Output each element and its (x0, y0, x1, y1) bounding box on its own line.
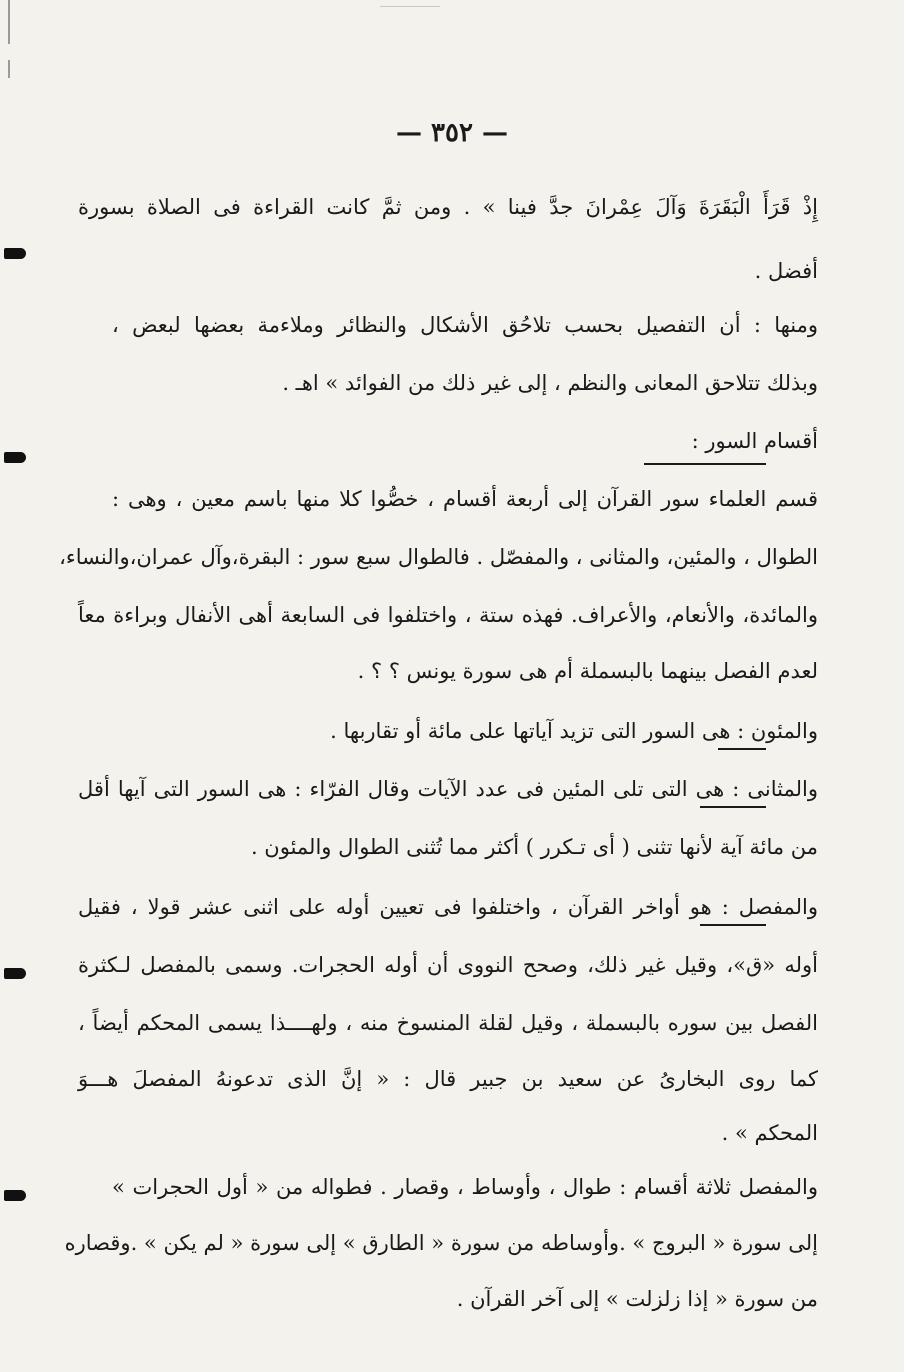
text-line: من سورة « إذا زلزلت » إلى آخر القرآن . (456, 1287, 818, 1311)
text-line: أوله «ق»، وقيل غير ذلك، وصحح النووى أن أوله الحجرات. وسمى بالمفصل لـكثرة (78, 953, 818, 977)
text-line: كما روى البخارىُ عن سعيد بن جبير قال : « إنَّ الذى تدعونهُ المفصلَ هـــوَ (78, 1067, 818, 1091)
text-line: والمثانى : هى التى تلى المئين فى عدد الآيات وقال الفرّاء : هى السور التى آيها أقل (78, 777, 818, 801)
heading-underline (644, 463, 766, 465)
term-underline (700, 924, 766, 926)
page-number: — ٣٥٢ — (395, 118, 509, 148)
text-line: من مائة آية لأنها تثنى ( أى تـكرر ) أكثر مما تُثنى الطوال والمئون . (250, 835, 818, 859)
page-edge-line (8, 60, 10, 78)
text-line: والمائدة، والأنعام، والأعراف. فهذه ستة ، واختلفوا فى السابعة أهى الأنفال وبراءة معاً (78, 603, 818, 627)
page-edge-line (8, 0, 10, 44)
text-line: لعدم الفصل بينهما بالبسملة أم هى سورة يونس ؟ ؟ . (357, 659, 818, 683)
text-line: الفصل بين سوره بالبسملة ، وقيل لقلة المنسوخ منه ، ولهــــذا يسمى المحكم أيضاً ، (78, 1011, 818, 1035)
term-underline (700, 806, 766, 808)
margin-tab (4, 968, 26, 979)
text-line: الطوال ، والمئين، والمثانى ، والمفصّل . فالطوال سبع سور : البقرة،وآل عمران،والنساء، (59, 545, 818, 569)
margin-tab (4, 248, 26, 259)
text-line: إلى سورة « البروج » .وأوساطه من سورة « الطارق » إلى سورة « لم يكن » .وقصاره (64, 1231, 818, 1255)
text-line: والمفصل : هو أواخر القرآن ، واختلفوا فى تعيين أوله على اثنى عشر قولا ، فقيل (78, 895, 818, 919)
text-line: أفضل . (754, 259, 818, 283)
section-heading: أقسام السور : (691, 429, 818, 453)
term-underline (718, 748, 766, 750)
text-line: إِذْ قَرَأَ الْبَقَرَةَ وَآلَ عِمْرانَ جدَّ فينا » . ومن ثمَّ كانت القراءة فى الصلاة بسورة (78, 195, 818, 219)
margin-tab (4, 452, 26, 463)
text-line: وبذلك تتلاحق المعانى والنظم ، إلى غير ذلك من الفوائد » اهـ . (282, 371, 818, 395)
text-line: والمئون : هى السور التى تزيد آياتها على مائة أو تقاربها . (330, 719, 818, 743)
margin-tab (4, 1190, 26, 1201)
text-line: المحكم » . (721, 1121, 818, 1145)
text-line: ومنها : أن التفصيل بحسب تلاحُق الأشكال والنظائر وملاءمة بعضها لبعض ، (112, 313, 818, 337)
text-line: والمفصل ثلاثة أقسام : طوال ، وأوساط ، وقصار . فطواله من « أول الحجرات » (112, 1175, 818, 1199)
top-rule (380, 6, 440, 7)
text-line: قسم العلماء سور القرآن إلى أربعة أقسام ، خصُّوا كلا منها باسم معين ، وهى : (112, 487, 818, 511)
